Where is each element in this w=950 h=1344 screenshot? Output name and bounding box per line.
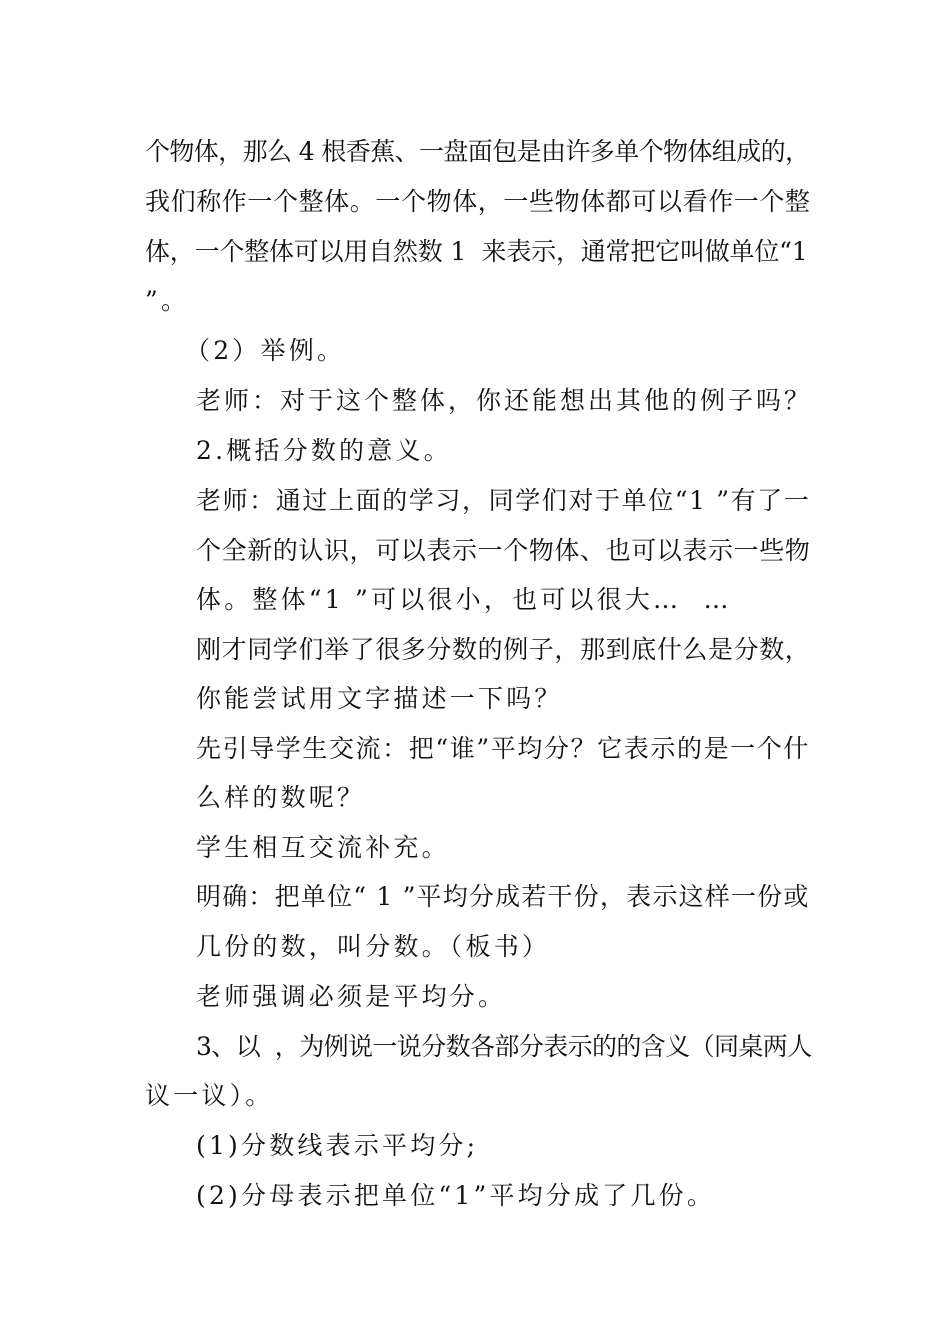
text-line: (2)分母表示把单位“1”平均分成了几份。 xyxy=(196,1181,716,1210)
text-line: 2.概括分数的意义。 xyxy=(196,436,452,465)
text-line: 体，一个整体可以用自然数 1 来表示，通常把它叫做单位“1 xyxy=(145,237,808,266)
text-line: 老师强调必须是平均分。 xyxy=(196,982,507,1011)
text-line: 么样的数呢？ xyxy=(196,783,366,812)
text-line: ”。 xyxy=(145,286,190,315)
text-line: 老师：对于这个整体，你还能想出其他的例子吗？ xyxy=(196,386,813,415)
text-line: 老师：通过上面的学习，同学们对于单位“1 ”有了一 xyxy=(196,486,811,515)
text-line: 刚才同学们举了很多分数的例子，那到底什么是分数， xyxy=(196,635,811,664)
text-line: 我们称作一个整体。一个物体，一些物体都可以看作一个整 xyxy=(145,187,811,216)
text-line: 个物体，那么 4 根香蕉、一盘面包是由许多单个物体组成的， xyxy=(145,137,810,166)
text-line: 几份的数，叫分数。（板书） xyxy=(196,932,551,961)
text-line: 你能尝试用文字描述一下吗？ xyxy=(196,684,563,713)
text-line: 明确：把单位“ 1 ”平均分成若干份，表示这样一份或 xyxy=(196,882,810,911)
text-line: 体。整体“1 ”可以很小，也可以很大… … xyxy=(196,585,732,614)
text-line: (1)分数线表示平均分; xyxy=(196,1131,479,1160)
text-line: 议一议）。 xyxy=(145,1081,274,1110)
text-line: 学生相互交流补充。 xyxy=(196,833,450,862)
text-line: （2）举例。 xyxy=(185,336,346,365)
text-line: 个全新的认识，可以表示一个物体、也可以表示一些物 xyxy=(196,536,811,565)
text-line: 先引导学生交流：把“谁”平均分？它表示的是一个什 xyxy=(196,734,810,763)
text-line: 3、以 ，为例说一说分数各部分表示的的含义（同桌两人 xyxy=(196,1032,812,1061)
